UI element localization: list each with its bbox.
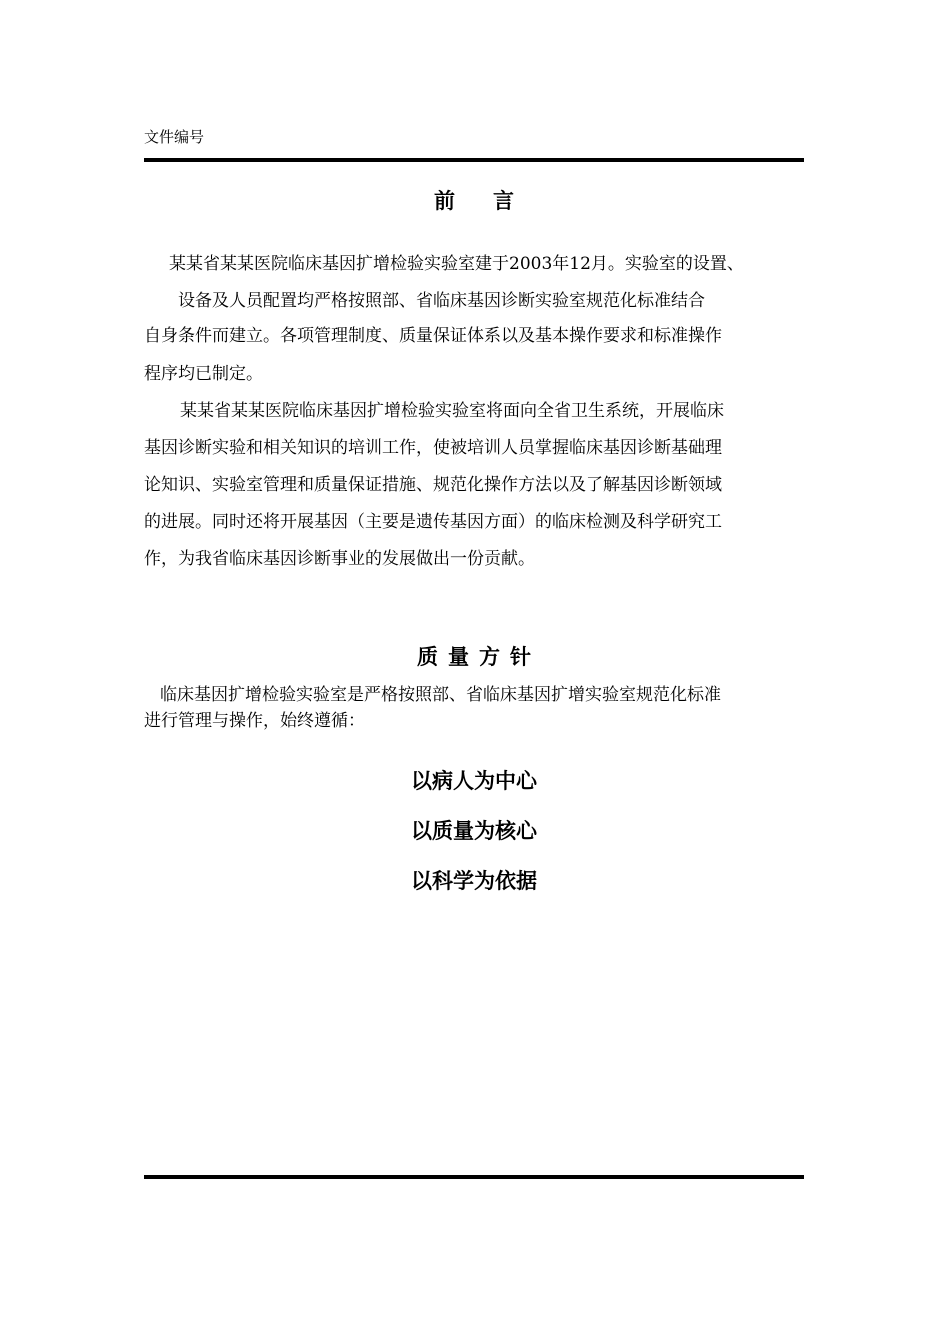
preface-line-4: 程序均已制定。 bbox=[144, 364, 263, 384]
preface-line-7: 论知识、实验室管理和质量保证措施、规范化操作方法以及了解基因诊断领域 bbox=[144, 475, 722, 495]
document-number-label: 文件编号 bbox=[144, 128, 205, 146]
quality-policy-line-2: 进行管理与操作，始终遵循： bbox=[144, 711, 365, 731]
preface-line-5: 某某省某某医院临床基因扩增检验实验室将面向全省卫生系统，开展临床 bbox=[180, 401, 724, 421]
motto-quality-core: 以质量为核心 bbox=[411, 819, 537, 843]
preface-line-6: 基因诊断实验和相关知识的培训工作，使被培训人员掌握临床基因诊断基础理 bbox=[144, 438, 722, 458]
quality-policy-line-1: 临床基因扩增检验实验室是严格按照部、省临床基因扩增实验室规范化标准 bbox=[160, 685, 721, 705]
header-rule bbox=[144, 158, 804, 162]
preface-line-2: 设备及人员配置均严格按照部、省临床基因诊断实验室规范化标准结合 bbox=[178, 291, 705, 311]
motto-science-based: 以科学为依据 bbox=[411, 869, 537, 893]
preface-line-8: 的进展。同时还将开展基因（主要是遗传基因方面）的临床检测及科学研究工 bbox=[144, 512, 722, 532]
preface-line-9: 作，为我省临床基因诊断事业的发展做出一份贡献。 bbox=[144, 549, 535, 569]
preface-line-1: 某某省某某医院临床基因扩增检验实验室建于2003年12月。实验室的设置、 bbox=[169, 254, 744, 274]
footer-rule bbox=[144, 1175, 804, 1179]
preface-title: 前言 bbox=[434, 189, 552, 213]
preface-line-3: 自身条件而建立。各项管理制度、质量保证体系以及基本操作要求和标准操作 bbox=[144, 326, 722, 346]
quality-policy-title: 质量方针 bbox=[417, 645, 541, 669]
motto-patient-centered: 以病人为中心 bbox=[411, 769, 537, 793]
